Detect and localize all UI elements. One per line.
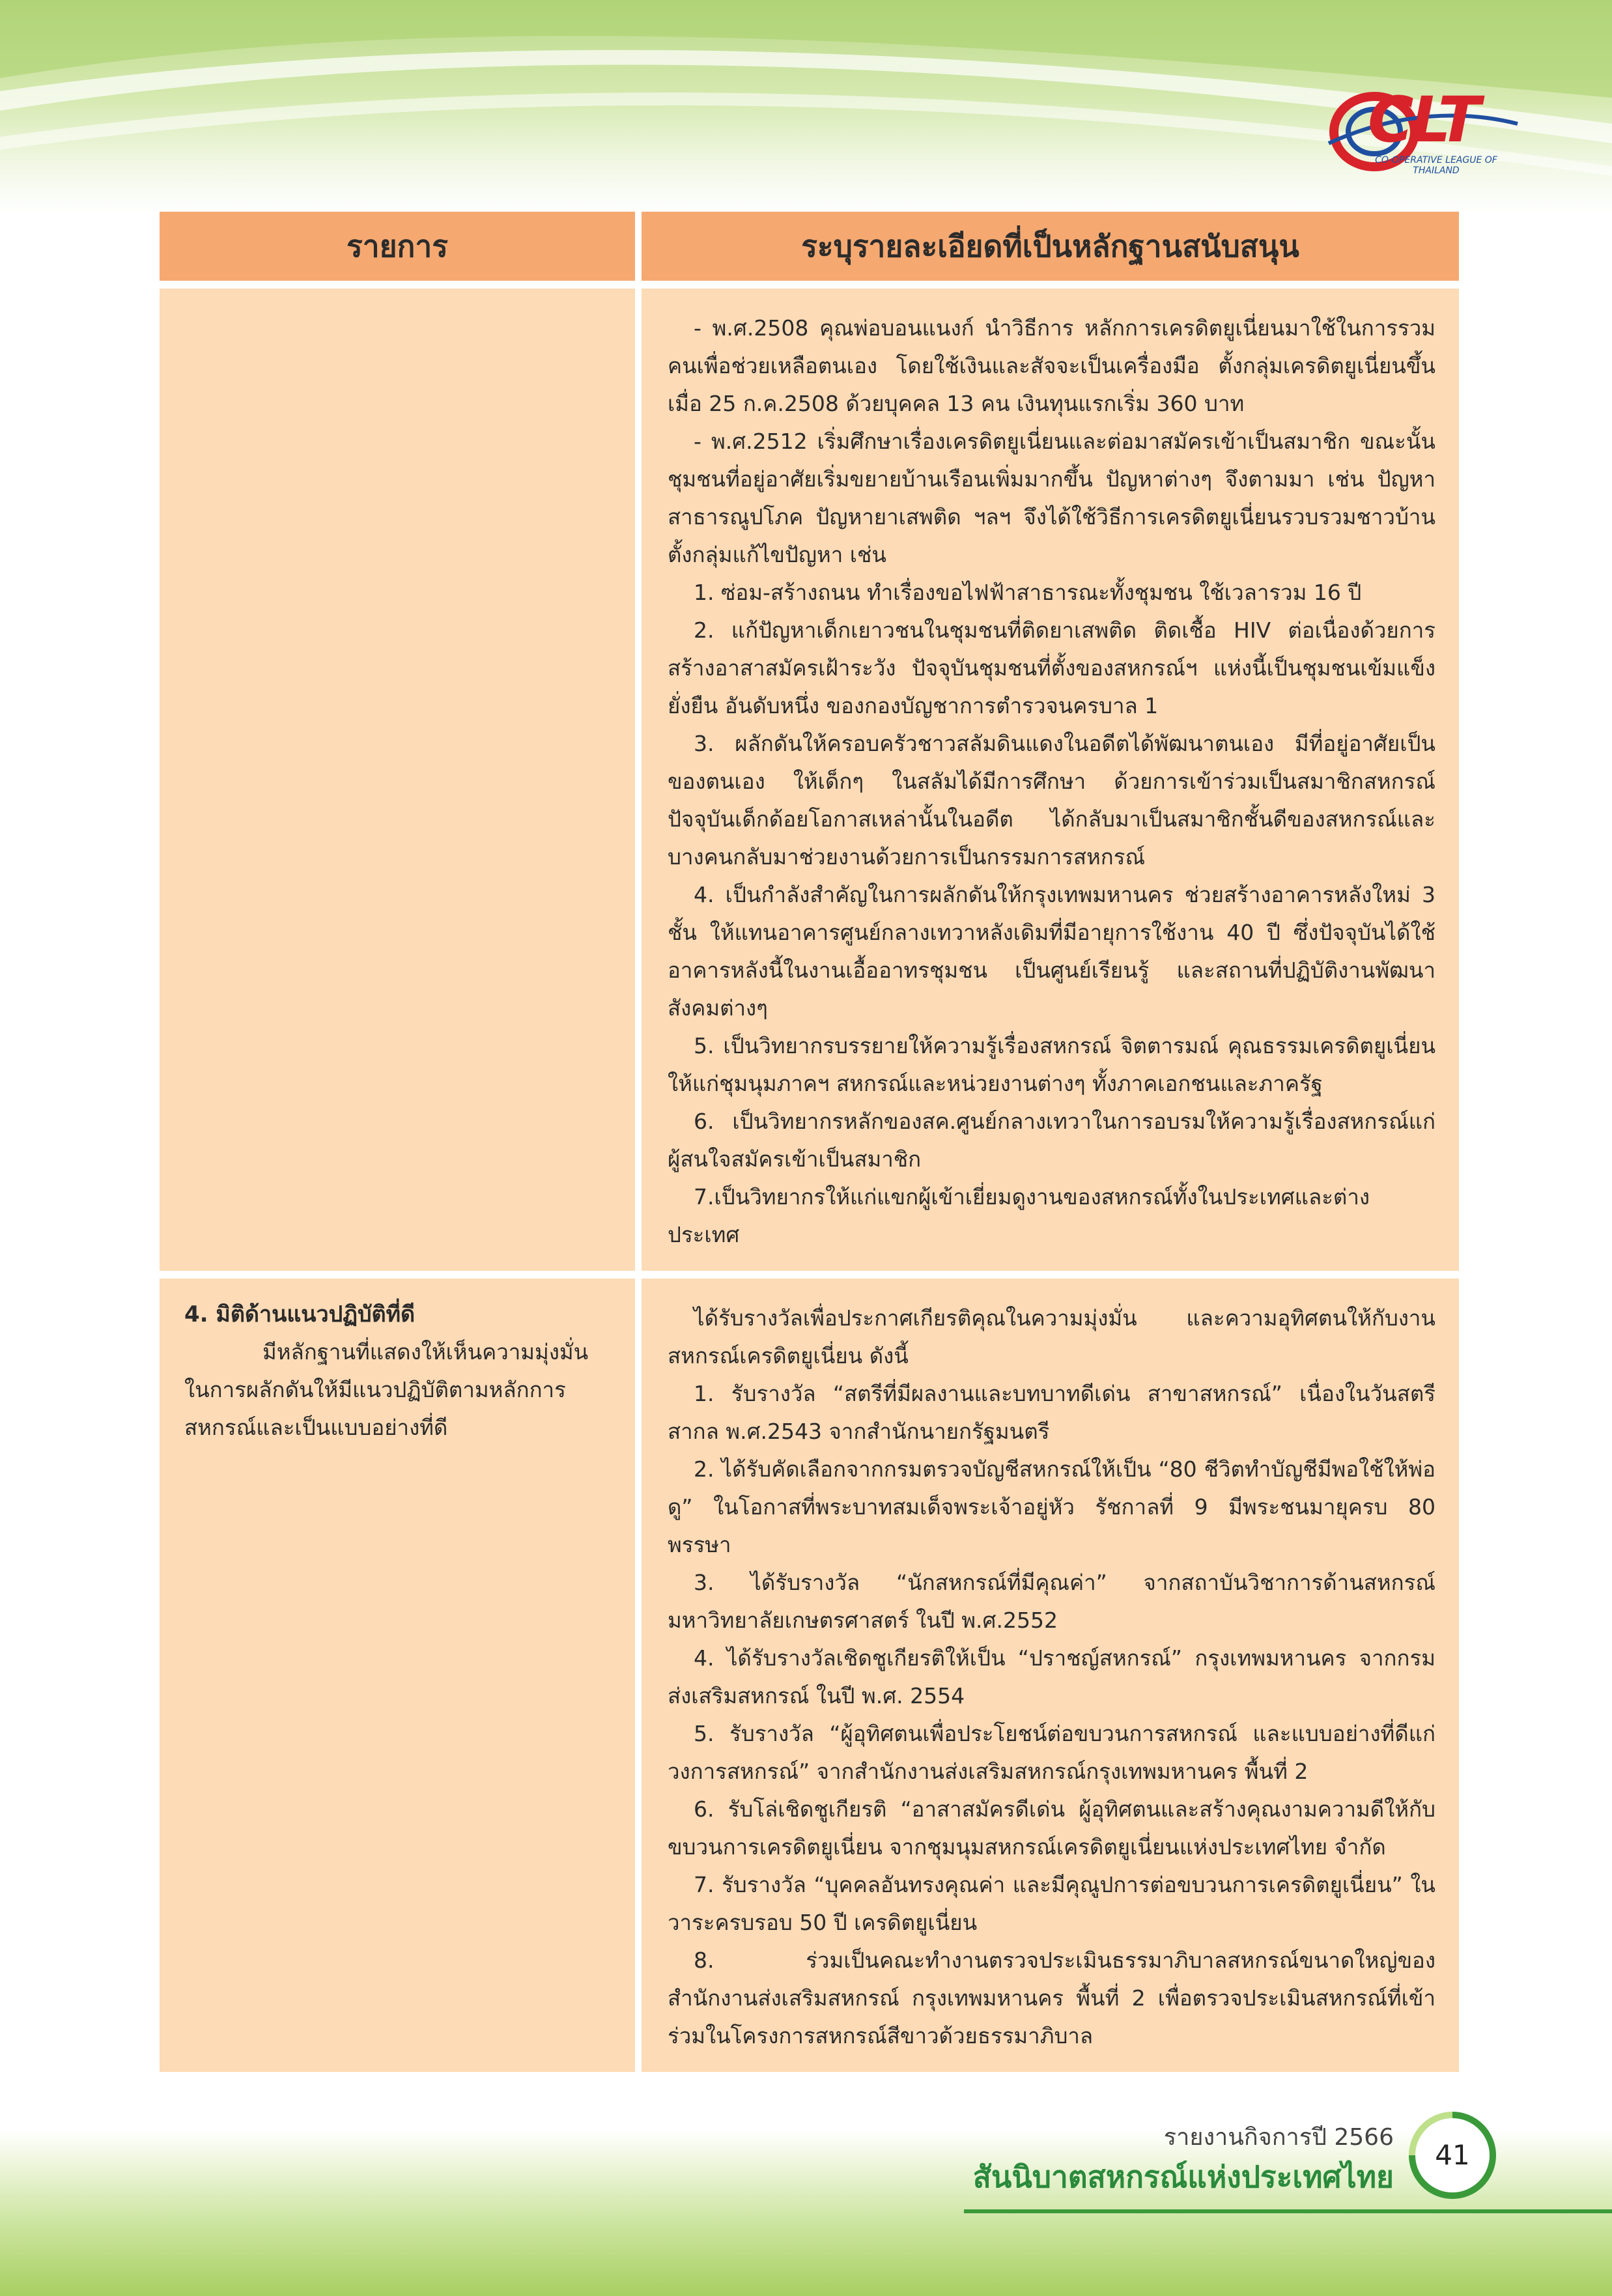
criterion-cell bbox=[160, 289, 635, 1271]
evidence-cell bbox=[642, 289, 1459, 1271]
criterion-cell bbox=[160, 1279, 635, 2072]
footer-organization: สันนิบาตสหกรณ์แห่งประเทศไทย bbox=[972, 2159, 1394, 2194]
detail-paragraph: 6. เป็นวิทยากรหลักของสค.ศูนย์กลางเทวาในการอบรมให้ความรู้เรื่องสหกรณ์แก่ผู้สนใจสมัครเข้าเป็นสมาชิก bbox=[668, 1109, 1435, 1172]
detail-paragraph: 2. แก้ปัญหาเด็กเยาวชนในชุมชนที่ติดยาเสพติด ติดเชื้อ HIV ต่อเนื่องด้วยการสร้างอาสาสมัครเฝ้าระวัง ปัจจุบันชุมชนที่ตั้งของสหกรณ์ฯ แห่งนี้เป็นชุมชนเข้มแข็งยั่งยืน อันดับหนึ่ง ของกองบัญชาการตำรวจนครบาล 1 bbox=[668, 617, 1435, 718]
criteria-table bbox=[153, 212, 1465, 2072]
logo-text: CLT bbox=[1368, 83, 1478, 156]
criterion-title: 4. มิติด้านแนวปฏิบัติที่ดี bbox=[184, 1301, 416, 1327]
detail-paragraph: 4. ได้รับรางวัลเชิดชูเกียรติให้เป็น “ปราชญ์สหกรณ์” กรุงเทพมหานคร จากกรมส่งเสริมสหกรณ์ ในปี พ.ศ. 2554 bbox=[668, 1645, 1435, 1708]
footer-report-title: รายงานกิจการปี 2566 bbox=[1163, 2124, 1394, 2151]
table-row bbox=[160, 289, 1459, 1271]
criterion-description: มีหลักฐานที่แสดงให้เห็นความมุ่งมั่นในการผลักดันให้มีแนวปฏิบัติตามหลักการสหกรณ์และเป็นแบบอย่างที่ดี bbox=[184, 1339, 589, 1440]
detail-paragraph: - พ.ศ.2508 คุณพ่อบอนแนงก์ นำวิธีการ หลักการเครดิตยูเนี่ยนมาใช้ในการรวมคนเพื่อช่วยเหลือตนเอง โดยใช้เงินและสัจจะเป็นเครื่องมือ ตั้งกลุ่มเครดิตยูเนี่ยนขึ้นเมื่อ 25 ก.ค.2508 ด้วยบุคคล 13 คน เงินทุนแรกเริ่ม 360 บาท bbox=[668, 315, 1435, 416]
column-header-item: รายการ bbox=[160, 212, 635, 281]
detail-paragraph: 5. รับรางวัล “ผู้อุทิศตนเพื่อประโยชน์ต่อขบวนการสหกรณ์ และแบบอย่างที่ดีแก่วงการสหกรณ์” จากสำนักงานส่งเสริมสหกรณ์กรุงเทพมหานคร พื้นที่ 2 bbox=[668, 1721, 1435, 1784]
detail-paragraph: 3. ได้รับรางวัล “นักสหกรณ์ที่มีคุณค่า” จากสถาบันวิชาการด้านสหกรณ์ มหาวิทยาลัยเกษตรศาสตร์ ในปี พ.ศ.2552 bbox=[668, 1570, 1435, 1633]
detail-paragraph: 7.เป็นวิทยากรให้แก่แขกผู้เข้าเยี่ยมดูงานของสหกรณ์ทั้งในประเทศและต่างประเทศ bbox=[668, 1184, 1370, 1247]
detail-paragraph: ได้รับรางวัลเพื่อประกาศเกียรติคุณในความมุ่งมั่น และความอุทิศตนให้กับงานสหกรณ์เครดิตยูเนี่ยน ดังนี้ bbox=[668, 1305, 1435, 1368]
footer-divider bbox=[964, 2209, 1612, 2213]
evidence-cell bbox=[642, 1279, 1459, 2072]
detail-paragraph: - พ.ศ.2512 เริ่มศึกษาเรื่องเครดิตยูเนี่ยนและต่อมาสมัครเข้าเป็นสมาชิก ขณะนั้นชุมชนที่อยู่อาศัยเริ่มขยายบ้านเรือนเพิ่มมากขึ้น ปัญหาต่างๆ จึงตามมา เช่น ปัญหาสาธารณูปโภค ปัญหายาเสพติด ฯลฯ จึงได้ใช้วิธีการเครดิตยูเนี่ยนรวบรวมชาวบ้านตั้งกลุ่มแก้ไขปัญหา เช่น bbox=[668, 429, 1435, 567]
detail-paragraph: 1. ซ่อม-สร้างถนน ทำเรื่องขอไฟฟ้าสาธารณะทั้งชุมชน ใช้เวลารวม 16 ปี bbox=[694, 580, 1362, 605]
detail-paragraph: 3. ผลักดันให้ครอบครัวชาวสลัมดินแดงในอดีตได้พัฒนาตนเอง มีที่อยู่อาศัยเป็นของตนเอง ให้เด็กๆ ในสลัมได้มีการศึกษา ด้วยการเข้าร่วมเป็นสมาชิกสหกรณ์ ปัจจุบันเด็กด้อยโอกาสเหล่านั้นในอดีต ได้กลับมาเป็นสมาชิกชั้นดีของสหกรณ์และบางคนกลับมาช่วยงานด้วยการเป็นกรรมการสหกรณ์ bbox=[668, 731, 1435, 870]
detail-paragraph: 6. รับโล่เชิดชูเกียรติ “อาสาสมัครดีเด่น ผู้อุทิศตนและสร้างคุณงามความดีให้กับขบวนการเครดิตยูเนี่ยน จากชุมนุมสหกรณ์เครดิตยูเนี่ยนแห่งประเทศไทย จำกัด bbox=[668, 1796, 1435, 1860]
detail-paragraph: 8. ร่วมเป็นคณะทำงานตรวจประเมินธรรมาภิบาลสหกรณ์ขนาดใหญ่ของสำนักงานส่งเสริมสหกรณ์ กรุงเทพมหานคร พื้นที่ 2 เพื่อตรวจประเมินสหกรณ์ที่เข้าร่วมในโครงการสหกรณ์สีขาวด้วยธรรมาภิบาล bbox=[668, 1948, 1435, 2048]
page-number: 41 bbox=[1435, 2139, 1470, 2171]
detail-paragraph: 5. เป็นวิทยากรบรรยายให้ความรู้เรื่องสหกรณ์ จิตตารมณ์ คุณธรรมเครดิตยูเนี่ยนให้แก่ชุมนุมภาคฯ สหกรณ์และหน่วยงานต่างๆ ทั้งภาคเอกชนและภาครัฐ bbox=[668, 1033, 1435, 1096]
detail-paragraph: 4. เป็นกำลังสำคัญในการผลักดันให้กรุงเทพมหานคร ช่วยสร้างอาคารหลังใหม่ 3 ชั้น ให้แทนอาคารศูนย์กลางเทวาหลังเดิมที่มีอายุการใช้งาน 40 ปี ซึ่งปัจจุบันได้ใช้อาคารหลังนี้ในงานเอื้ออาทรชุมชน เป็นศูนย์เรียนรู้ และสถานที่ปฏิบัติงานพัฒนาสังคมต่างๆ bbox=[668, 882, 1435, 1021]
detail-paragraph: 2. ได้รับคัดเลือกจากกรมตรวจบัญชีสหกรณ์ให้เป็น “80 ชีวิตทำบัญชีมีพอใช้ให้พ่อดู” ในโอกาสที่พระบาทสมเด็จพระเจ้าอยู่หัว รัชกาลที่ 9 มีพระชนมายุครบ 80 พรรษา bbox=[668, 1456, 1435, 1557]
detail-paragraph: 1. รับรางวัล “สตรีที่มีผลงานและบทบาทดีเด่น สาขาสหกรณ์” เนื่องในวันสตรีสากล พ.ศ.2543 จากสำนักนายกรัฐมนตรี bbox=[668, 1381, 1435, 1444]
table-row bbox=[160, 1279, 1459, 2072]
column-header-evidence: ระบุรายละเอียดที่เป็นหลักฐานสนับสนุน bbox=[642, 212, 1459, 281]
detail-paragraph: 7. รับรางวัล “บุคคลอันทรงคุณค่า และมีคุณูปการต่อขบวนการเครดิตยูเนี่ยน” ในวาระครบรอบ 50 ปี เครดิตยูเนี่ยน bbox=[668, 1872, 1435, 1935]
logo-subtitle: CO-OPERATIVE LEAGUE OF THAILAND bbox=[1375, 155, 1497, 176]
